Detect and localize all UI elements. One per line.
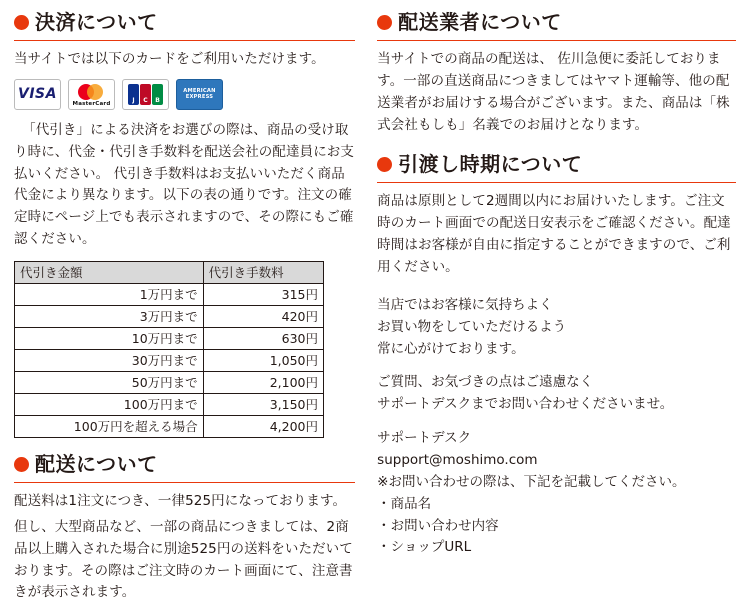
support-desk-label: サポートデスク	[377, 430, 472, 447]
section-title-carrier: 配送業者について	[398, 10, 562, 34]
cod-fee-table	[14, 261, 324, 438]
table-header-fee: 代引き手数料	[203, 262, 323, 284]
cell-fee: 315円	[203, 284, 323, 306]
divider-payment	[14, 40, 355, 41]
cell-amount: 3万円まで	[15, 306, 204, 328]
inquiry-required-items-list	[377, 494, 736, 560]
right-column	[367, 10, 736, 614]
support-email-address[interactable]: support@moshimo.com	[377, 452, 538, 469]
jcb-bar-green: B	[152, 84, 163, 105]
cell-fee: 3,150円	[203, 394, 323, 416]
section-title-delivery-time: 引渡し時期について	[398, 152, 583, 177]
jcb-card-logo	[122, 79, 169, 110]
cell-fee: 2,100円	[203, 372, 323, 394]
red-circle-bullet-icon	[14, 15, 29, 30]
delivery-message-line-1: 当店ではお客様に気持ちよく	[377, 296, 553, 313]
mastercard-wordmark: MasterCard	[72, 100, 111, 107]
credit-card-logo-row	[14, 79, 355, 110]
table-row	[15, 284, 324, 306]
table-header-row	[15, 262, 324, 284]
shipping-fee-paragraph-1: 配送料は1注文につき、一律525円になっております。	[14, 493, 347, 510]
jcb-bar-blue: J	[128, 84, 139, 105]
cell-amount: 10万円まで	[15, 328, 204, 350]
table-row	[15, 416, 324, 438]
table-row	[15, 350, 324, 372]
table-row	[15, 394, 324, 416]
table-row	[15, 372, 324, 394]
cell-amount: 1万円まで	[15, 284, 204, 306]
delivery-time-paragraph-1: 商品は原則として2週間以内にお届けいたします。ご注文時のカート画面での配送日安表示をご確認ください。配達時間はお客様が自由に指定することができますので、ご利用ください。	[377, 193, 731, 276]
payment-lead-text: 当サイトでは以下のカードをご利用いただけます。	[14, 51, 325, 67]
delivery-message-line-3: 常に心がけております。	[377, 340, 525, 357]
delivery-message-line-2: お買い物をしていただけるよう	[377, 318, 567, 335]
inquiry-note: ※お問い合わせの際は、下記を記載してください。	[377, 473, 686, 490]
section-title-payment: 決済について	[35, 10, 158, 34]
left-column	[14, 10, 367, 614]
cell-fee: 420円	[203, 306, 323, 328]
mastercard-logo	[68, 79, 115, 110]
table-row	[15, 306, 324, 328]
cell-fee: 630円	[203, 328, 323, 350]
two-column-layout	[14, 10, 736, 614]
mastercard-circles-icon	[78, 84, 106, 100]
red-circle-bullet-icon	[14, 457, 29, 472]
carrier-paragraph-1: 当サイトでの商品の配送は、 佐川急便に委託しております。一部の直送商品につきましてはヤマト運輸等、他の配送業者がお届けする場合がございます。また、商品は「株式会社もしも」名義でのお届けとなります。	[377, 51, 730, 133]
red-circle-bullet-icon	[377, 15, 392, 30]
divider-delivery-time	[377, 182, 736, 183]
section-header-carrier	[377, 10, 736, 34]
american-express-logo: AMERICAN EXPRESS	[176, 79, 223, 110]
section-title-shipping-fee: 配送について	[35, 452, 158, 477]
cell-amount: 100万円まで	[15, 394, 204, 416]
list-item: ・ 商品名	[377, 494, 736, 516]
cell-amount: 50万円まで	[15, 372, 204, 394]
list-item: ・ お問い合わせ内容	[377, 516, 736, 538]
red-circle-bullet-icon	[377, 157, 392, 172]
divider-shipping-fee	[14, 482, 355, 483]
cell-fee: 4,200円	[203, 416, 323, 438]
shipping-fee-paragraph-2: 但し、大型商品など、一部の商品につきましては、2商品以上購入された場合に別途525円の送料をいただいております。その際はご注文時のカート画面にて、注意書きが表示されます。	[14, 518, 353, 601]
divider-carrier	[377, 40, 736, 41]
jcb-bar-red: C	[140, 84, 151, 105]
section-header-payment	[14, 10, 355, 34]
table-header-amount: 代引き金額	[15, 262, 204, 284]
section-header-shipping-fee	[14, 452, 355, 476]
section-header-delivery-time	[377, 152, 736, 176]
cell-amount: 30万円まで	[15, 350, 204, 372]
support-invite-line-1: ご質問、お気づきの点はご遠慮なく	[377, 374, 594, 391]
cell-amount: 100万円を超える場合	[15, 416, 204, 438]
list-item: ・ ショップURL	[377, 537, 736, 559]
support-invite-line-2: サポートデスクまでお問い合わせくださいませ。	[377, 396, 674, 413]
cell-fee: 1,050円	[203, 350, 323, 372]
payment-cod-description: 「代引き」による決済をお選びの際は、商品の受け取り時に、代金・代引き手数料を配送会社の配達員にお支払いください。 代引き手数料はお支払いいただく商品代金により異なります。以下の表の通りです。注文の確定時にページ上でも表示されますので、その際にもご確認ください。	[14, 121, 354, 248]
table-row	[15, 328, 324, 350]
visa-card-logo: VISA	[14, 79, 61, 110]
